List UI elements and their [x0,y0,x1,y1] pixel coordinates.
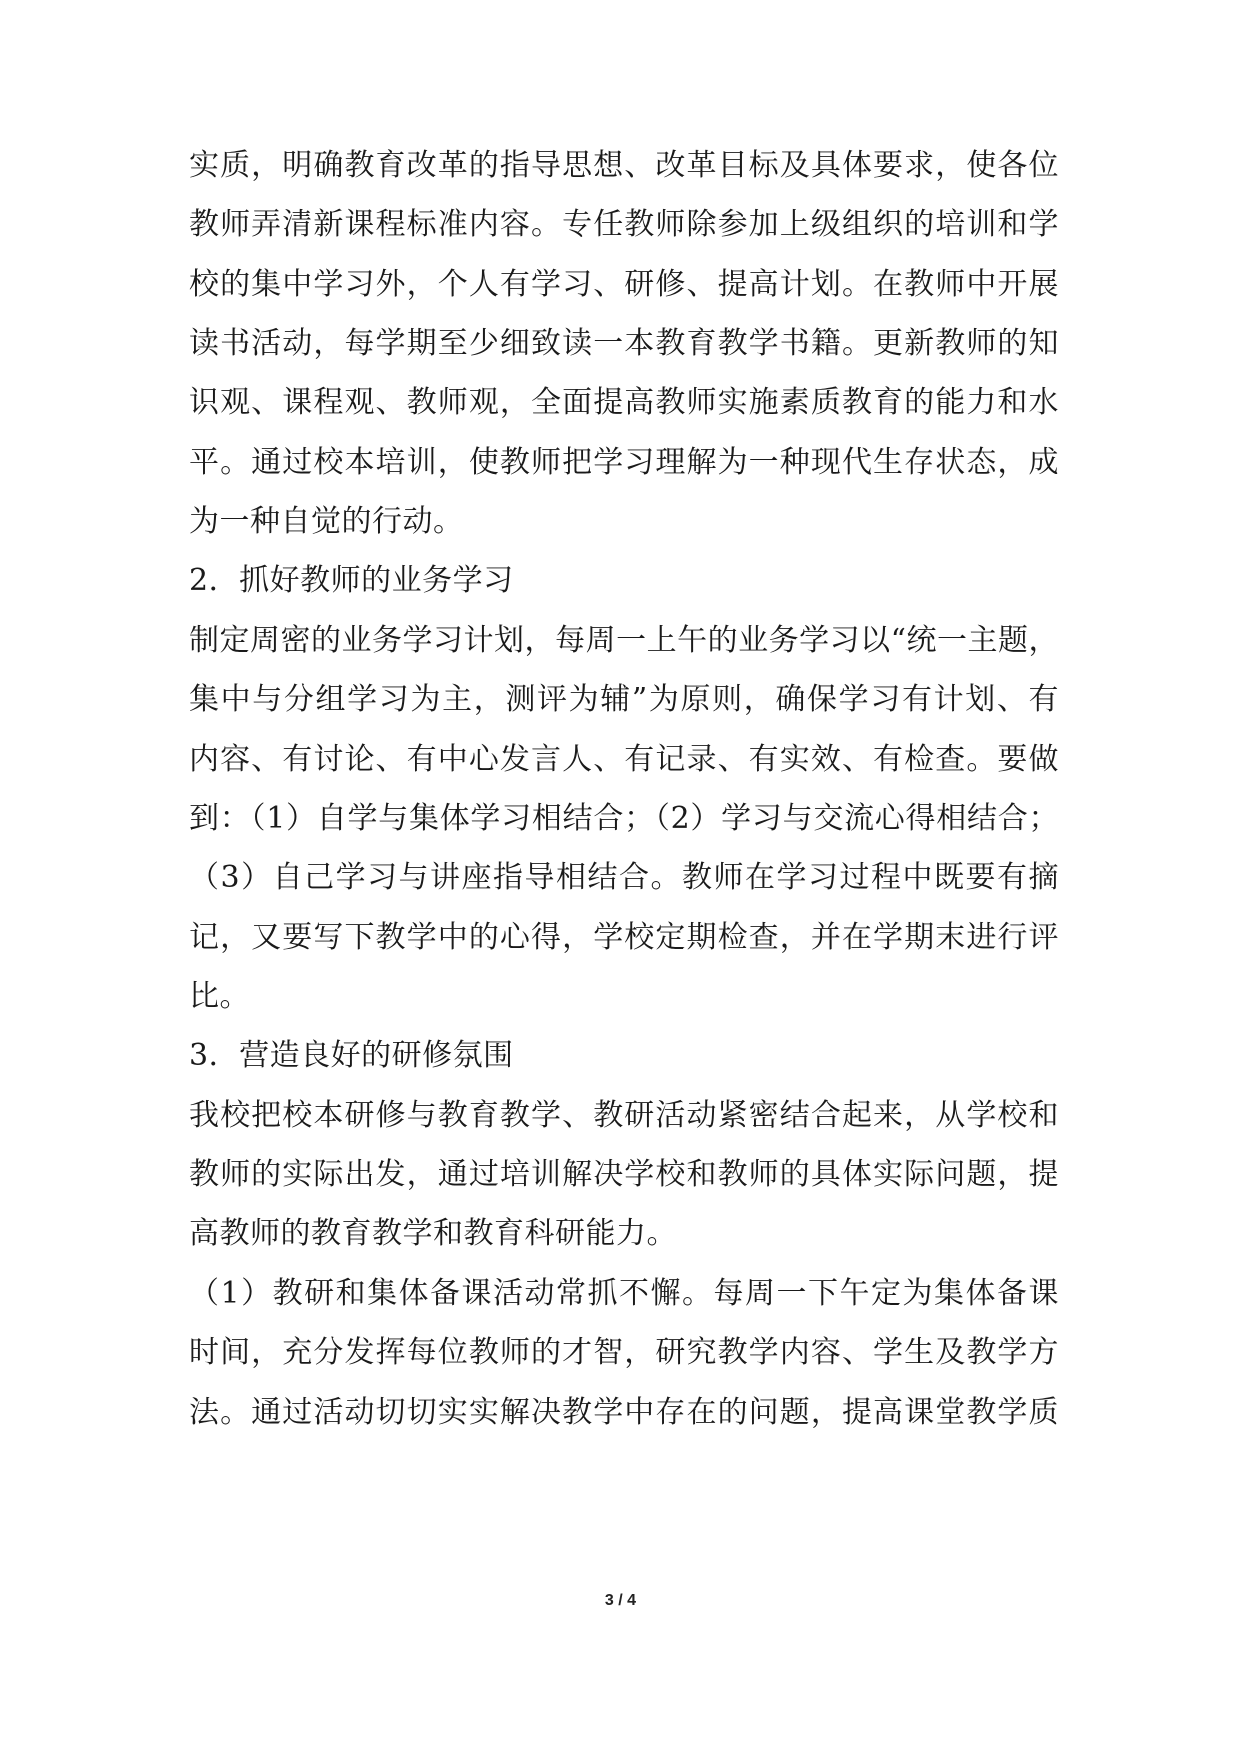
body-text-line: 校的集中学习外，个人有学习、研修、提高计划。在教师中开展 [189,267,1059,302]
body-text-line: 法。通过活动切切实实解决教学中存在的问题，提高课堂教学质 [189,1395,1059,1430]
section-heading: 2．抓好教师的业务学习 [189,563,514,598]
body-text-line: 识观、课程观、教师观，全面提高教师实施素质教育的能力和水 [189,385,1059,420]
body-text-line: 制定周密的业务学习计划，每周一上午的业务学习以“统一主题， [189,623,1059,658]
body-text-line: 时间，充分发挥每位教师的才智，研究教学内容、学生及教学方 [189,1335,1059,1370]
body-text-line: 高教师的教育教学和教育科研能力。 [189,1216,677,1251]
section-heading: 3．营造良好的研修氛围 [189,1038,514,1073]
body-text-line: 内容、有讨论、有中心发言人、有记录、有实效、有检查。要做 [189,742,1059,777]
body-text-line: 平。通过校本培训，使教师把学习理解为一种现代生存状态，成 [189,445,1059,480]
body-text-line: 读书活动，每学期至少细致读一本教育教学书籍。更新教师的知 [189,326,1059,361]
body-text-line: 记，又要写下教学中的心得，学校定期检查，并在学期末进行评 [189,920,1059,955]
body-text-line: （3）自己学习与讲座指导相结合。教师在学习过程中既要有摘 [189,860,1059,895]
body-text-line: （1）教研和集体备课活动常抓不懈。每周一下午定为集体备课 [189,1276,1059,1311]
body-text-line: 实质，明确教育改革的指导思想、改革目标及具体要求，使各位 [189,148,1059,183]
body-text-line: 到：（1）自学与集体学习相结合；（2）学习与交流心得相结合； [189,801,1059,836]
body-text-line: 教师弄清新课程标准内容。专任教师除参加上级组织的培训和学 [189,207,1059,242]
body-text-line: 我校把校本研修与教育教学、教研活动紧密结合起来，从学校和 [189,1098,1059,1133]
body-text-line: 为一种自觉的行动。 [189,504,464,539]
body-text-line: 教师的实际出发，通过培训解决学校和教师的具体实际问题，提 [189,1157,1059,1192]
body-text-line: 比。 [189,979,250,1014]
body-text-line: 集中与分组学习为主，测评为辅”为原则，确保学习有计划、有 [189,682,1059,717]
page-number: 3 / 4 [604,1592,637,1609]
